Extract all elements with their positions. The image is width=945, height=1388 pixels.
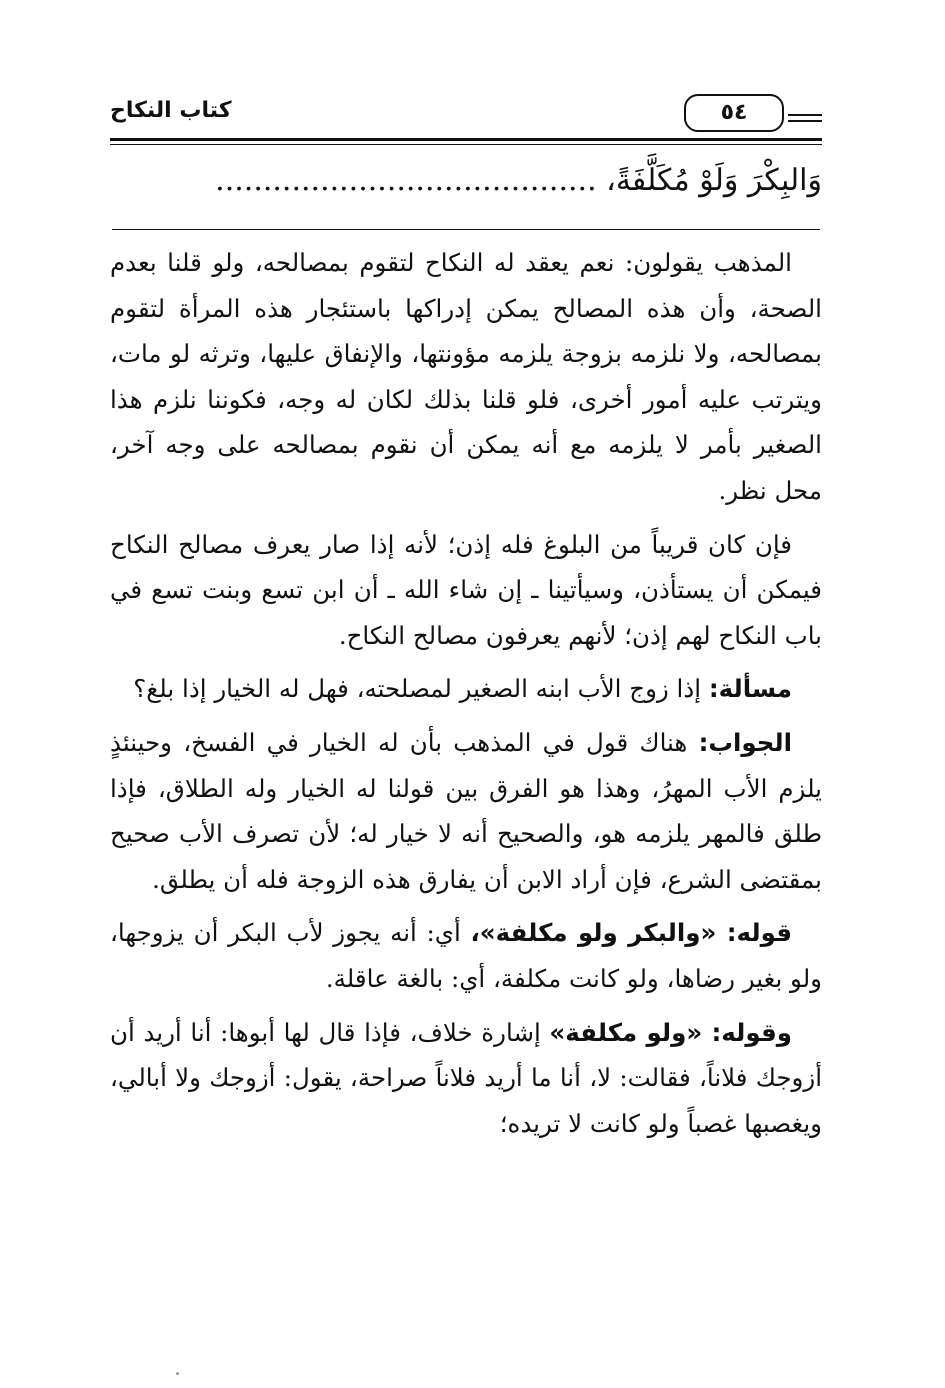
paragraph-text: المذهب يقولون: نعم يعقد له النكاح لتقوم بمصالحه، ولو قلنا بعدم الصحة، وأن هذه المصالح يمكن إدراكها باستئجار هذه المرأة لتقوم بمصالحه، ولا نلزمه بزوجة يلزمه مؤونتها، والإنفاق عليها، وترثه لو مات، ويترتب عليه أمور أخرى، فلو قلنا بذلك لكان له وجه، فكوننا نلزم هذا الصغير بأمر لا يلزمه مع أنه يمكن أن نقوم بمصالحه على وجه آخر، محل نظر. [110,248,822,505]
scan-speck [176,1372,179,1375]
paragraph [110,1010,822,1147]
paragraph-lead: قوله: «والبكر ولو مكلفة»، [470,918,792,948]
paragraph-text: إشارة خلاف، فإذا قال لها أبوها: أنا أريد أن أزوجك فلاناً، فقالت: لا، أنا ما أريد فلاناً صراحة، يقول: أزوجك ولا أبالي، ويغصبها غصباً ولو كانت لا تريده؛ [110,1017,822,1138]
header-ornament [788,114,822,116]
page-number: ٥٤ [684,94,784,132]
header-ornament [788,120,822,122]
header-rule [110,138,822,141]
paragraph-lead: وقوله: «ولو مكلفة» [549,1017,792,1047]
paragraph [110,910,822,1001]
paragraph-text: فإن كان قريباً من البلوغ فله إذن؛ لأنه إذا صار يعرف مصالح النكاح فيمكن أن يستأذن، وسيأتينا ـ إن شاء الله ـ أن ابن تسع وبنت تسع في باب النكاح لهم إذن؛ لأنهم يعرفون مصالح النكاح. [110,529,822,650]
paragraph-lead: مسألة: [708,674,792,704]
paragraph-lead: الجواب: [698,727,792,757]
paragraph-text: هناك قول في المذهب بأن له الخيار في الفسخ، وحينئذٍ يلزم الأب المهرُ، وهذا هو الفرق بين قولنا له الخيار وله الطلاق، فإذا طلق فالمهر يلزمه هو، والصحيح أنه لا خيار له؛ لأن تصرف الأب صحيح بمقتضى الشرع، فإن أراد الابن أن يفارق هذه الزوجة فله أن يطلق. [110,727,822,894]
matn-separator [112,229,820,230]
paragraph-text: إذا زوج الأب ابنه الصغير لمصلحته، فهل له الخيار إذا بلغ؟ [133,674,702,704]
book-title: كتاب النكاح [110,98,232,123]
commentary [110,240,822,1154]
paragraph [110,666,822,712]
paragraph [110,240,822,514]
matn-text: وَالبِكْرَ وَلَوْ مُكَلَّفَةً، ........................................ [215,163,822,198]
header-rule [110,144,822,145]
paragraph [110,522,822,659]
paragraph-text: أي: أنه يجوز لأب البكر أن يزوجها، ولو بغير رضاها، ولو كانت مكلفة، أي: بالغة عاقلة. [110,918,822,993]
paragraph [110,720,822,902]
running-header [110,92,822,138]
